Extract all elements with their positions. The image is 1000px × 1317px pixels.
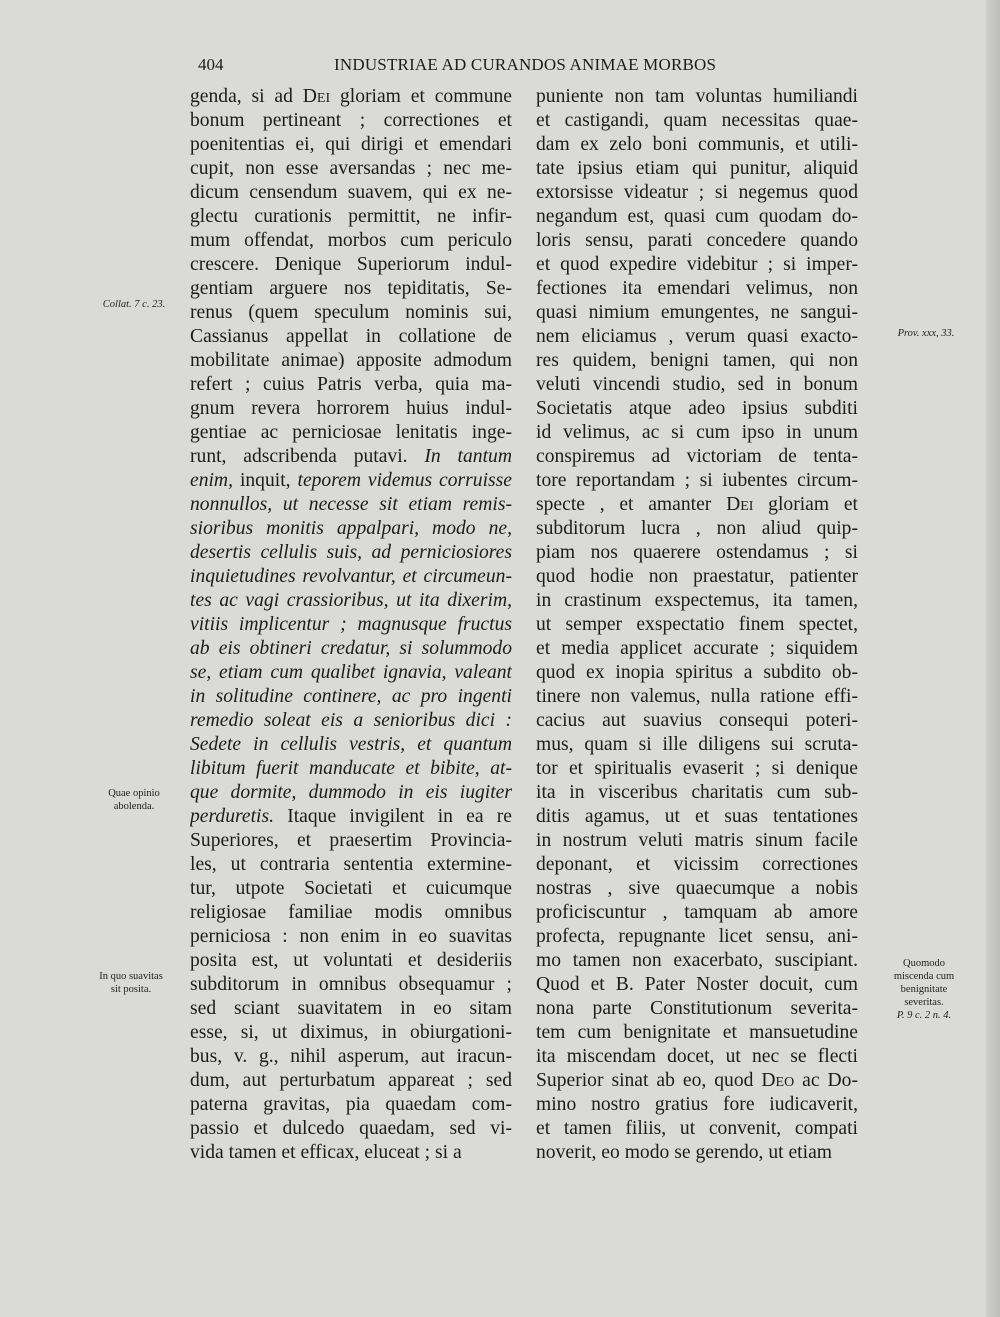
text-line: [536, 517, 858, 541]
text-segment: posita est, ut voluntati et desideriis: [190, 950, 512, 971]
text-segment: mo tamen non exacerbato, suscipiant.: [536, 950, 858, 971]
margin-note-quae-opinio: [90, 787, 178, 813]
text-line: [536, 493, 858, 517]
text-line: [536, 853, 858, 877]
text-segment: noverit, eo modo se gerendo, ut etiam: [536, 1142, 833, 1163]
text-line: [190, 205, 512, 229]
text-segment: perduretis.: [190, 806, 274, 827]
text-line: [536, 277, 858, 301]
text-segment: bonum pertineant ; correctiones et: [190, 110, 512, 131]
text-segment: mobilitate animae) apposite admodum: [190, 350, 512, 371]
text-line: [190, 541, 512, 565]
text-segment: nostras , sive quaecumque a nobis: [536, 878, 858, 899]
text-line: [190, 901, 512, 925]
text-segment: fectiones ita emendari velimus, non: [536, 278, 858, 299]
text-line: [536, 181, 858, 205]
text-segment: refert ; cuius Patris verba, quia ma-: [190, 374, 512, 395]
text-line: [190, 733, 512, 757]
text-line: [190, 829, 512, 853]
text-segment: tem cum benignitate et mansuetudine: [536, 1022, 858, 1043]
text-line: [190, 925, 512, 949]
text-segment: mum offendat, morbos cum periculo: [190, 230, 512, 251]
text-line: [190, 133, 512, 157]
text-segment: ita in visceribus charitatis cum sub-: [536, 782, 858, 803]
text-segment: specte , et amanter: [536, 494, 727, 515]
text-line: [536, 133, 858, 157]
text-line: [190, 565, 512, 589]
text-segment: et castigandi, quam necessitas quae-: [536, 110, 858, 131]
text-segment: religiosae familiae modis omnibus: [190, 902, 512, 923]
text-line: [536, 733, 858, 757]
text-line: [536, 1117, 858, 1141]
text-line: [190, 109, 512, 133]
text-segment: Superiores, et praesertim Provincia-: [190, 830, 512, 851]
text-segment: libitum fuerit manducate et bibite, at-: [190, 758, 512, 779]
page-edge: [986, 0, 1000, 1317]
text-line: [536, 421, 858, 445]
text-segment: dicum censendum suavem, qui ex ne-: [190, 182, 512, 203]
text-segment: que dormite, dummodo in eis iugiter: [190, 782, 512, 803]
text-segment: extorsisse videatur ; si negemus quod: [536, 182, 858, 203]
text-segment: piam nos quaerere ostendamus ; si: [536, 542, 858, 563]
text-line: [536, 1093, 858, 1117]
text-segment: loris sensu, parati concedere quando: [536, 230, 858, 251]
text-line: [536, 325, 858, 349]
text-segment: proficiscuntur , tamquam ab amore: [536, 902, 858, 923]
text-segment: nona parte Constitutionum severita-: [536, 998, 858, 1019]
margin-line: Quomodo: [903, 958, 945, 969]
left-text-column: [190, 85, 512, 1165]
text-line: [190, 1093, 512, 1117]
text-segment: nem eliciamus , verum quasi exacto-: [536, 326, 858, 347]
margin-line: sit posita.: [110, 984, 152, 995]
text-segment: nonnullos, ut necesse sit etiam remis-: [190, 494, 512, 515]
margin-line: P. 9 c. 2 n. 4.: [896, 1010, 952, 1021]
text-line: [190, 277, 512, 301]
text-segment: gentiae ac perniciosae lenitatis inge-: [190, 422, 512, 443]
text-segment: quod ex inopia spiritus a subdito ob-: [536, 662, 858, 683]
text-segment: dam ex zelo boni communis, et utili-: [536, 134, 858, 155]
text-line: [536, 685, 858, 709]
text-segment: teporem videmus corruisse: [297, 470, 512, 491]
margin-line: Quae opinio: [108, 788, 160, 799]
text-segment: et tamen filiis, ut convenit, compati: [536, 1118, 858, 1139]
text-segment: vitiis implicentur ; magnusque fructus: [190, 614, 512, 635]
text-segment: enim,: [190, 470, 233, 491]
text-line: [190, 973, 512, 997]
text-segment: quod hodie non praestatur, patienter: [536, 566, 858, 587]
text-line: [190, 637, 512, 661]
running-title: INDUSTRIAE AD CURANDOS ANIMAE MORBOS: [334, 55, 717, 74]
text-segment: Cassianus appellat in collatione de: [190, 326, 512, 347]
text-line: [536, 469, 858, 493]
text-line: [190, 781, 512, 805]
text-line: [190, 349, 512, 373]
margin-line: benignitate: [900, 984, 948, 995]
text-line: [190, 325, 512, 349]
text-segment: negandum est, quasi cum quodam do-: [536, 206, 858, 227]
page-number: 404: [198, 55, 224, 74]
text-segment: dum, aut perturbatum appareat ; sed: [190, 1070, 512, 1091]
text-line: [190, 853, 512, 877]
text-segment: bus, v. g., nihil asperum, aut iracun-: [190, 1046, 512, 1067]
text-segment: et media applicet accurate ; siquidem: [536, 638, 858, 659]
text-segment: remedio soleat eis a senioribus dici :: [190, 710, 512, 731]
text-segment: ditis agamus, ut et suas tentationes: [536, 806, 858, 827]
text-line: [190, 1021, 512, 1045]
text-segment: puniente non tam voluntas humiliandi: [536, 86, 858, 107]
text-segment: runt, adscribenda putavi.: [190, 446, 425, 467]
text-line: [190, 85, 512, 109]
text-segment: glectu curationis permittit, ne infir-: [190, 206, 512, 227]
text-segment: esse, si, ut diximus, in obiurgationi-: [190, 1022, 512, 1043]
text-line: [536, 541, 858, 565]
text-segment: perniciosa : non enim in eo suavitas: [190, 926, 512, 947]
text-segment: Sedete in cellulis vestris, et quantum: [190, 734, 512, 755]
text-segment: sed sciant suavitatem in eo sitam: [190, 998, 512, 1019]
text-line: [190, 301, 512, 325]
text-line: [190, 661, 512, 685]
text-segment: gentiam arguere nos tepiditatis, Se-: [190, 278, 512, 299]
text-line: [536, 781, 858, 805]
text-segment: desertis cellulis suis, ad perniciosiores: [190, 542, 512, 563]
margin-note-prov: Prov. xxx, 33.: [897, 328, 955, 339]
text-segment: subditorum in omnibus obsequamur ;: [190, 974, 512, 995]
text-line: [536, 901, 858, 925]
text-segment: ita miscendam docet, ut nec se flecti: [536, 1046, 858, 1067]
text-line: [190, 517, 512, 541]
text-line: [190, 469, 512, 493]
text-line: [536, 709, 858, 733]
text-line: [190, 421, 512, 445]
text-line: [536, 109, 858, 133]
text-segment: In tantum: [424, 446, 512, 467]
margin-line: In quo suavitas: [99, 971, 163, 982]
text-line: [190, 757, 512, 781]
text-segment: les, ut contraria sententia extermine-: [190, 854, 512, 875]
text-line: [190, 1117, 512, 1141]
text-segment: passio et dulcedo quaedam, sed vi-: [190, 1118, 512, 1139]
right-text-column: [536, 85, 858, 1165]
text-segment: Deo: [761, 1070, 795, 1091]
text-line: [536, 205, 858, 229]
text-line: [536, 1045, 858, 1069]
text-segment: tore reportandam ; si iubentes circum-: [536, 470, 858, 491]
text-segment: crescere. Denique Superiorum indul-: [190, 254, 512, 275]
text-line: [536, 589, 858, 613]
text-line: [536, 565, 858, 589]
text-line: [190, 253, 512, 277]
text-line: [536, 613, 858, 637]
text-segment: veluti vincendi studio, sed in bonum: [536, 374, 858, 395]
text-segment: sioribus monitis appalpari, modo ne,: [190, 518, 512, 539]
text-line: [536, 157, 858, 181]
text-segment: in crastinum exspectemus, ita tamen,: [536, 590, 858, 611]
text-segment: Dei: [726, 494, 754, 515]
text-line: [190, 685, 512, 709]
text-segment: poenitentias ei, qui dirigi et emendari: [190, 134, 512, 155]
text-segment: gloriam et commune: [330, 86, 512, 107]
text-line: [536, 661, 858, 685]
text-segment: deponant, et vicissim correctiones: [536, 854, 858, 875]
text-line: [190, 229, 512, 253]
text-segment: renus (quem speculum nominis sui,: [190, 302, 512, 323]
text-segment: ut semper exspectatio finem spectet,: [536, 614, 858, 635]
text-line: [536, 925, 858, 949]
text-line: [190, 613, 512, 637]
text-line: [536, 373, 858, 397]
text-segment: genda, si ad: [190, 86, 303, 107]
text-segment: ac Do-: [794, 1070, 858, 1091]
text-line: [536, 1141, 858, 1165]
text-line: [190, 445, 512, 469]
text-segment: quasi nimium emungentes, ne sangui-: [536, 302, 858, 323]
text-line: [190, 373, 512, 397]
text-line: [536, 445, 858, 469]
text-segment: gloriam et: [753, 494, 858, 515]
text-segment: gnum revera horrorem huius indul-: [190, 398, 512, 419]
text-line: [536, 829, 858, 853]
text-line: [536, 805, 858, 829]
margin-line: severitas.: [904, 997, 944, 1008]
text-segment: profecta, repugnante licet sensu, ani-: [536, 926, 858, 947]
text-line: [190, 709, 512, 733]
text-segment: subditorum lucra , non aliud quip-: [536, 518, 858, 539]
text-line: [536, 253, 858, 277]
text-segment: tinere non valemus, nulla ratione effi-: [536, 686, 858, 707]
text-segment: tur, utpote Societati et cuicumque: [190, 878, 512, 899]
text-segment: se, etiam cum qualibet ignavia, valeant: [190, 662, 512, 683]
text-line: [536, 973, 858, 997]
text-line: [536, 997, 858, 1021]
text-segment: mino nostro gratius fore iudicaverit,: [536, 1094, 858, 1115]
text-segment: mus, quam si ille diligens sui scruta-: [536, 734, 858, 755]
text-line: [536, 349, 858, 373]
text-line: [536, 85, 858, 109]
text-line: [536, 1021, 858, 1045]
text-line: [190, 397, 512, 421]
text-line: [190, 805, 512, 829]
text-segment: inquietudines revolvantur, et circumeun-: [190, 566, 512, 587]
margin-note-quomodo: [874, 957, 974, 1022]
text-line: [536, 301, 858, 325]
text-line: [536, 397, 858, 421]
text-line: [190, 1141, 512, 1165]
text-line: [190, 157, 512, 181]
text-line: [190, 181, 512, 205]
text-line: [190, 493, 512, 517]
text-segment: Societatis atque adeo ipsius subditi: [536, 398, 858, 419]
text-line: [190, 997, 512, 1021]
text-segment: in solitudine continere, ac pro ingenti: [190, 686, 512, 707]
text-segment: tor et spiritualis evaserit ; si denique: [536, 758, 858, 779]
margin-note-collat: Collat. 7 c. 23.: [102, 299, 166, 310]
text-segment: tate ipsius etiam qui punitur, aliquid: [536, 158, 858, 179]
text-line: [536, 949, 858, 973]
text-line: [190, 877, 512, 901]
margin-line: miscenda cum: [893, 971, 955, 982]
text-segment: Dei: [302, 86, 331, 107]
text-line: [190, 1045, 512, 1069]
text-segment: in nostrum veluti matris sinum facile: [536, 830, 858, 851]
text-segment: cacius aut suavius consequi poteri-: [536, 710, 858, 731]
text-segment: paterna gravitas, pia quaedam com-: [190, 1094, 512, 1115]
text-segment: cupit, non esse aversandas ; nec me-: [190, 158, 512, 179]
text-segment: conspiremus ad victoriam de tenta-: [536, 446, 858, 467]
text-line: [190, 949, 512, 973]
text-segment: res quidem, benigni tamen, qui non: [536, 350, 858, 371]
text-line: [536, 1069, 858, 1093]
text-segment: inquit,: [233, 470, 298, 491]
text-line: [536, 757, 858, 781]
text-line: [536, 877, 858, 901]
margin-line: abolenda.: [113, 801, 155, 812]
text-segment: ab eis obtineri credatur, si solummodo: [190, 638, 512, 659]
text-segment: et quod expedire videbitur ; si imper-: [536, 254, 858, 275]
text-line: [536, 229, 858, 253]
text-segment: Itaque invigilent in ea re: [274, 806, 512, 827]
margin-note-in-quo: [82, 970, 180, 996]
text-segment: tes ac vagi crassioribus, ut ita dixerim,: [190, 590, 512, 611]
text-segment: Superior sinat ab eo, quod: [536, 1070, 762, 1091]
text-line: [190, 589, 512, 613]
text-segment: Quod et B. Pater Noster docuit, cum: [536, 974, 858, 995]
text-line: [190, 1069, 512, 1093]
text-segment: vida tamen et efficax, eluceat ; si a: [190, 1142, 462, 1163]
text-line: [536, 637, 858, 661]
text-segment: id velimus, ac si cum ipso in unum: [536, 422, 858, 443]
